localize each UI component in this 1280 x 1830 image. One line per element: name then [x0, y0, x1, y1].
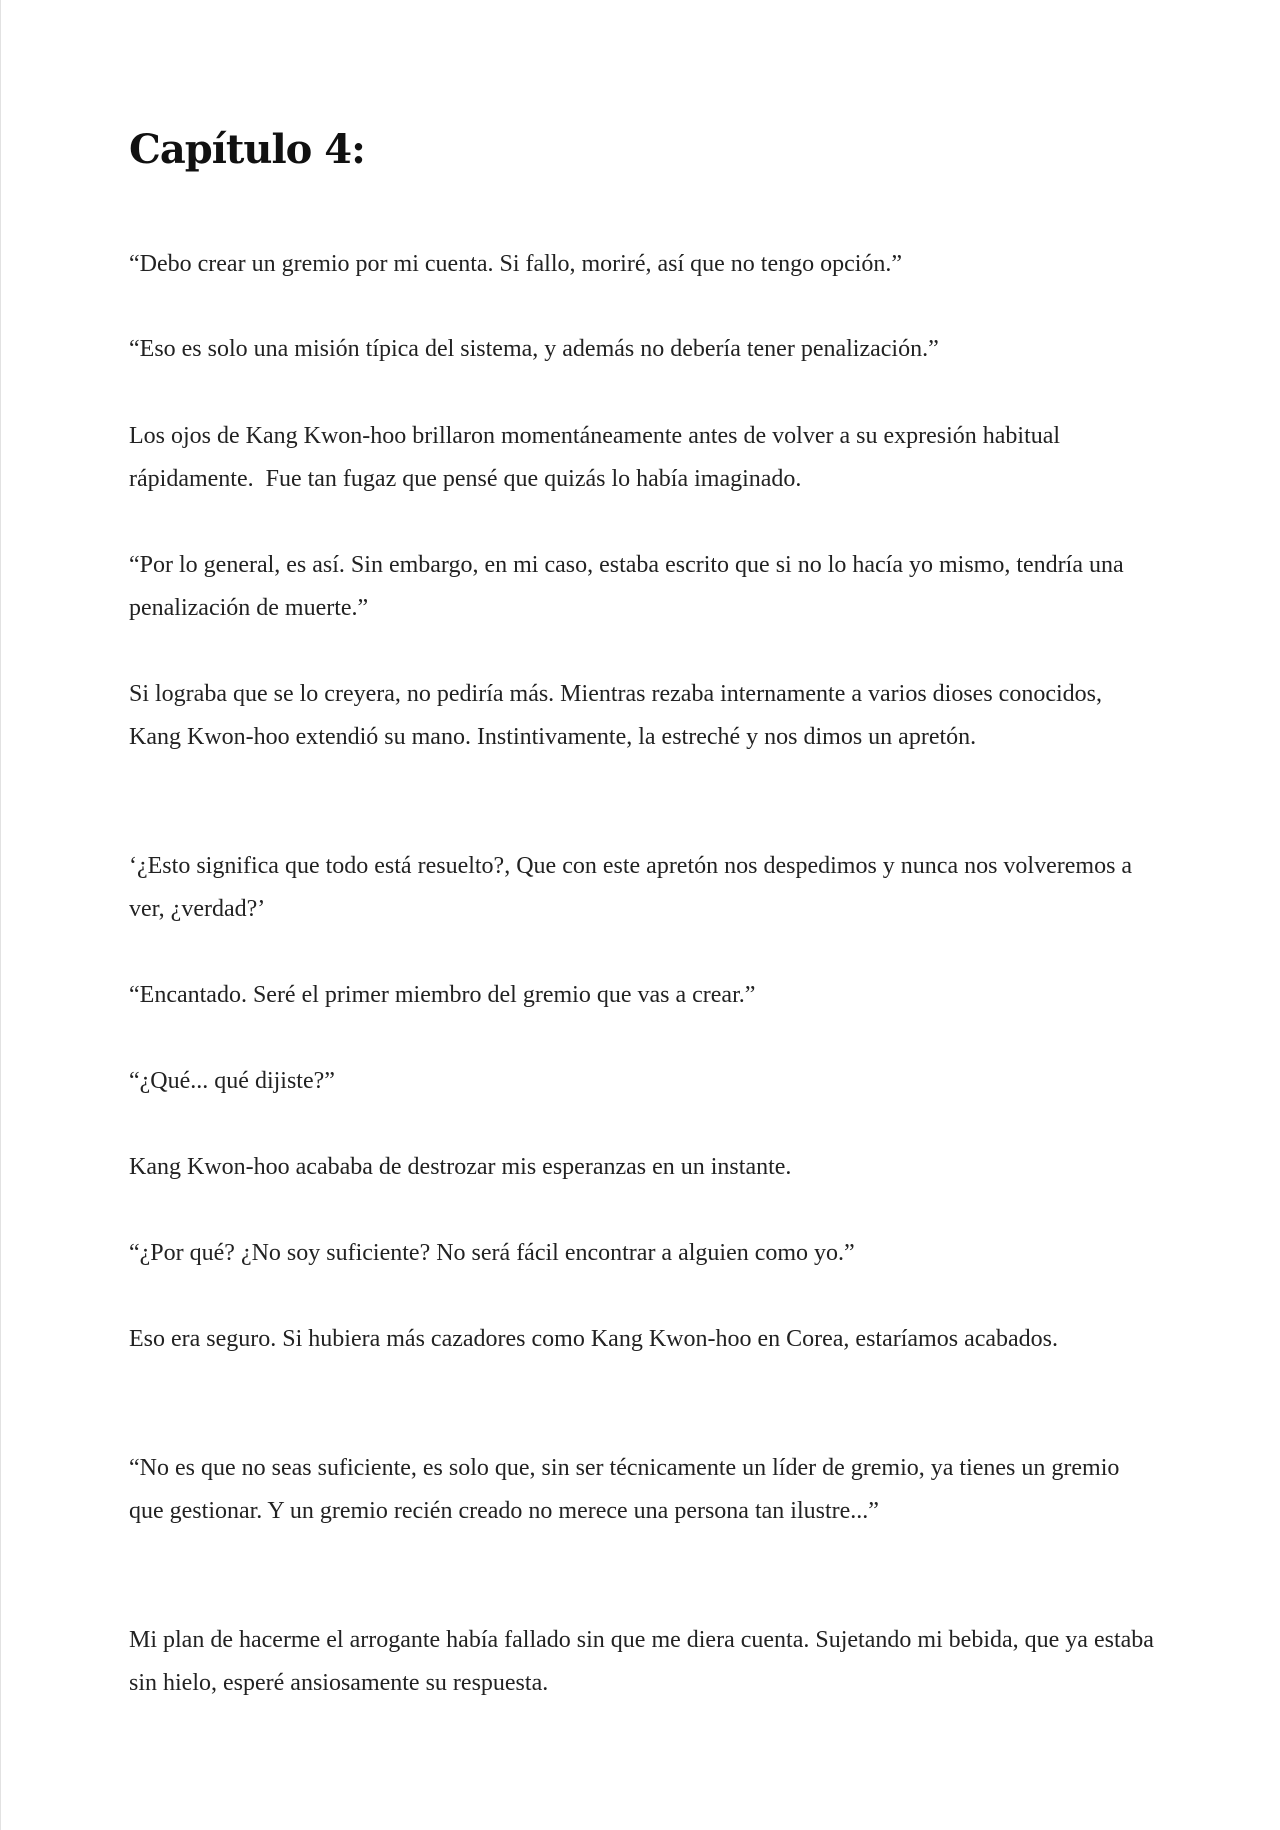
paragraph-6: ‘¿Esto significa que todo está resuelto?, Que con este apretón nos despedimos y nunca nos volveremos a ver, ¿verdad?’: [129, 853, 1139, 922]
paragraph-5: Si lograba que se lo creyera, no pediría más. Mientras rezaba internamente a varios dioses conocidos, Kang Kwon-hoo extendió su mano. Instintivamente, la estreché y nos dimos un apretón.: [129, 681, 1108, 750]
paragraph-13: Mi plan de hacerme el arrogante había fallado sin que me diera cuenta. Sujetando mi bebida, que ya estaba sin hielo, esperé ansiosamente su respuesta.: [129, 1627, 1160, 1696]
paragraph-9: Kang Kwon-hoo acababa de destrozar mis esperanzas en un instante.: [129, 1154, 792, 1180]
paragraph-10: “¿Por qué? ¿No soy suficiente? No será fácil encontrar a alguien como yo.”: [129, 1240, 855, 1266]
chapter-title: Capítulo 4:: [129, 126, 365, 173]
paragraph-12: “No es que no seas suficiente, es solo que, sin ser técnicamente un líder de gremio, ya tienes un gremio que gestionar. Y un gremio recién creado no merece una persona tan ilustre...”: [129, 1455, 1126, 1524]
paragraph-4: “Por lo general, es así. Sin embargo, en mi caso, estaba escrito que si no lo hacía yo mismo, tendría una penalización de muerte.”: [129, 552, 1130, 621]
paragraph-7: “Encantado. Seré el primer miembro del gremio que vas a crear.”: [129, 982, 756, 1008]
paragraph-11: Eso era seguro. Si hubiera más cazadores como Kang Kwon-hoo en Corea, estaríamos acabados.: [129, 1326, 1059, 1352]
paragraph-1: “Debo crear un gremio por mi cuenta. Si fallo, moriré, así que no tengo opción.”: [129, 251, 903, 277]
paragraph-3: Los ojos de Kang Kwon-hoo brillaron momentáneamente antes de volver a su expresión habitual rápidamente. Fue tan fugaz que pensé que quizás lo había imaginado.: [129, 423, 1067, 492]
paragraph-2: “Eso es solo una misión típica del sistema, y además no debería tener penalización.”: [129, 336, 939, 362]
paragraph-8: “¿Qué... qué dijiste?”: [129, 1068, 335, 1094]
